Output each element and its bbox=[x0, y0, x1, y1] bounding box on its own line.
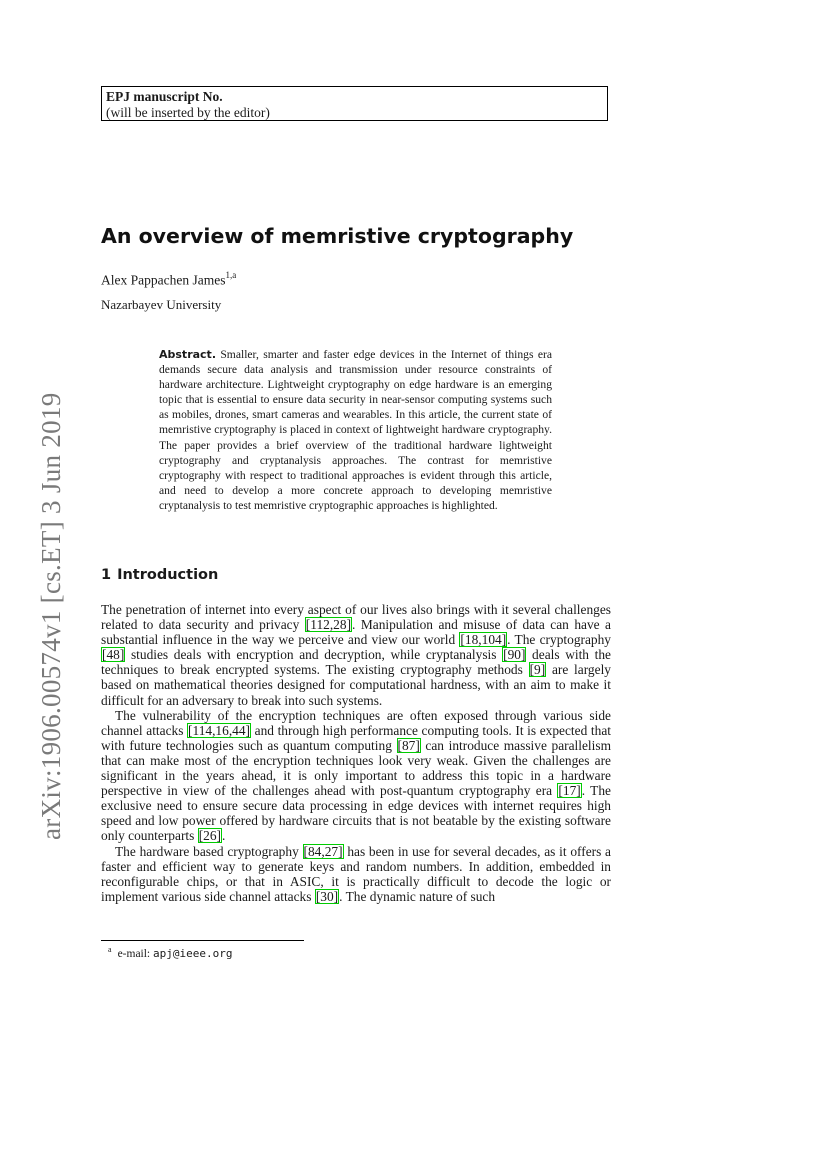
editor-note: (will be inserted by the editor) bbox=[106, 105, 270, 120]
citation-link[interactable]: [114,16,44] bbox=[188, 722, 251, 738]
body-text bbox=[101, 602, 611, 904]
paragraph-text: are largely based on mathematical theories designed for computational hardness, with an aim to make it difficult for an adversary to break into such systems. bbox=[101, 662, 611, 708]
paragraph-text: . bbox=[222, 828, 226, 844]
paragraph-text: studies deals with encryption and decryption, while cryptanalysis bbox=[125, 647, 503, 663]
footnote-mark: a bbox=[108, 945, 112, 954]
abstract-block bbox=[159, 347, 552, 513]
manuscript-header-box bbox=[101, 86, 608, 121]
paragraph-text: The penetration of internet into every aspect of our lives also brings with it several challenges related to data security and privacy bbox=[101, 602, 611, 633]
citation-link[interactable]: [26] bbox=[198, 828, 221, 844]
paragraph-text: and through high performance computing tools. It is expected that with future technologies such as quantum computing bbox=[101, 722, 611, 753]
paragraph-text: has been in use for several decades, as it offers a faster and efficient way to generate keys and random numbers. In addition, embedded in reconfigurable chips, or that in ASIC, it is practically difficult to decode the logic or implement various side channel attacks bbox=[101, 843, 611, 904]
paragraph-text: . Manipulation and misuse of data can have a substantial influence in the way we perceive and view our world bbox=[101, 617, 611, 648]
footnote-divider bbox=[101, 940, 304, 941]
paragraph-text: . The exclusive need to ensure secure data processing in edge devices with internet requires high speed and low power offered by hardware circuits that is not beatable by the existing software only counterparts bbox=[101, 783, 611, 844]
section-title: Introduction bbox=[117, 567, 219, 583]
manuscript-label: EPJ manuscript No. bbox=[106, 89, 223, 104]
arxiv-identifier-stamp[interactable]: arXiv:1906.00574v1 [cs.ET] 3 Jun 2019 bbox=[36, 392, 66, 840]
citation-link[interactable]: [18,104] bbox=[460, 632, 507, 648]
citation-link[interactable]: [112,28] bbox=[305, 617, 352, 633]
author-line bbox=[101, 271, 236, 289]
section-heading bbox=[101, 567, 218, 583]
citation-link[interactable]: [17] bbox=[558, 783, 581, 799]
citation-link[interactable]: [9] bbox=[529, 662, 546, 678]
footnote bbox=[108, 945, 233, 960]
paragraph-text: . The dynamic nature of such bbox=[339, 888, 496, 904]
footnote-label: e-mail: bbox=[117, 947, 154, 960]
abstract-text: Smaller, smarter and faster edge devices in the Internet of things era demands secure data analysis and transmission under resource constraints of hardware architecture. Lightweight cryptography on edge hardware is an emerging topic that is essential to ensure data security in near-sensor computing systems such as mobiles, drones, smart cameras and wearables. In this article, the current state of memristive cryptography is placed in context of lightweight hardware cryptography. The paper provides a brief overview of the traditional hardware lightweight cryptography and cryptanalysis approaches. The contrast for memristive cryptography with respect to traditional approaches is evident through this article, and need to develop a more concrete approach to developing memristive cryptanalysis to test memristive cryptographic approaches is highlighted. bbox=[159, 348, 552, 512]
author-affiliation: Nazarbayev University bbox=[101, 297, 222, 312]
section-number: 1 bbox=[101, 567, 112, 583]
citation-link[interactable]: [48] bbox=[102, 647, 125, 663]
abstract-label: Abstract. bbox=[159, 348, 216, 361]
citation-link[interactable]: [87] bbox=[397, 737, 420, 753]
author-affiliation-mark: 1,a bbox=[225, 270, 237, 280]
paragraph-2 bbox=[101, 708, 611, 844]
citation-link[interactable]: [30] bbox=[315, 888, 339, 904]
paper-title: An overview of memristive cryptography bbox=[101, 224, 574, 248]
paragraph-text: The hardware based cryptography bbox=[115, 843, 303, 859]
paragraph-text: can introduce massive parallelism that can make most of the encryption techniques look very weak. Given the challenges are significant in the years ahead, it is only important to address this topic in a hardware perspective in view of the challenges ahead with post-quantum cryptography era bbox=[101, 737, 611, 799]
citation-link[interactable]: [84,27] bbox=[303, 843, 343, 859]
paragraph-3 bbox=[101, 844, 611, 904]
paragraph-text: . The cryptography bbox=[507, 632, 612, 648]
footnote-email[interactable]: apj@ieee.org bbox=[153, 946, 233, 960]
citation-link[interactable]: [90] bbox=[503, 647, 526, 663]
paragraph-text: The vulnerability of the encryption techniques are often exposed through various side channel attacks bbox=[101, 707, 611, 738]
paragraph-text: deals with the techniques to break encrypted systems. The existing cryptography methods bbox=[101, 647, 611, 678]
paragraph-1 bbox=[101, 602, 611, 708]
author-name: Alex Pappachen James bbox=[101, 272, 226, 288]
